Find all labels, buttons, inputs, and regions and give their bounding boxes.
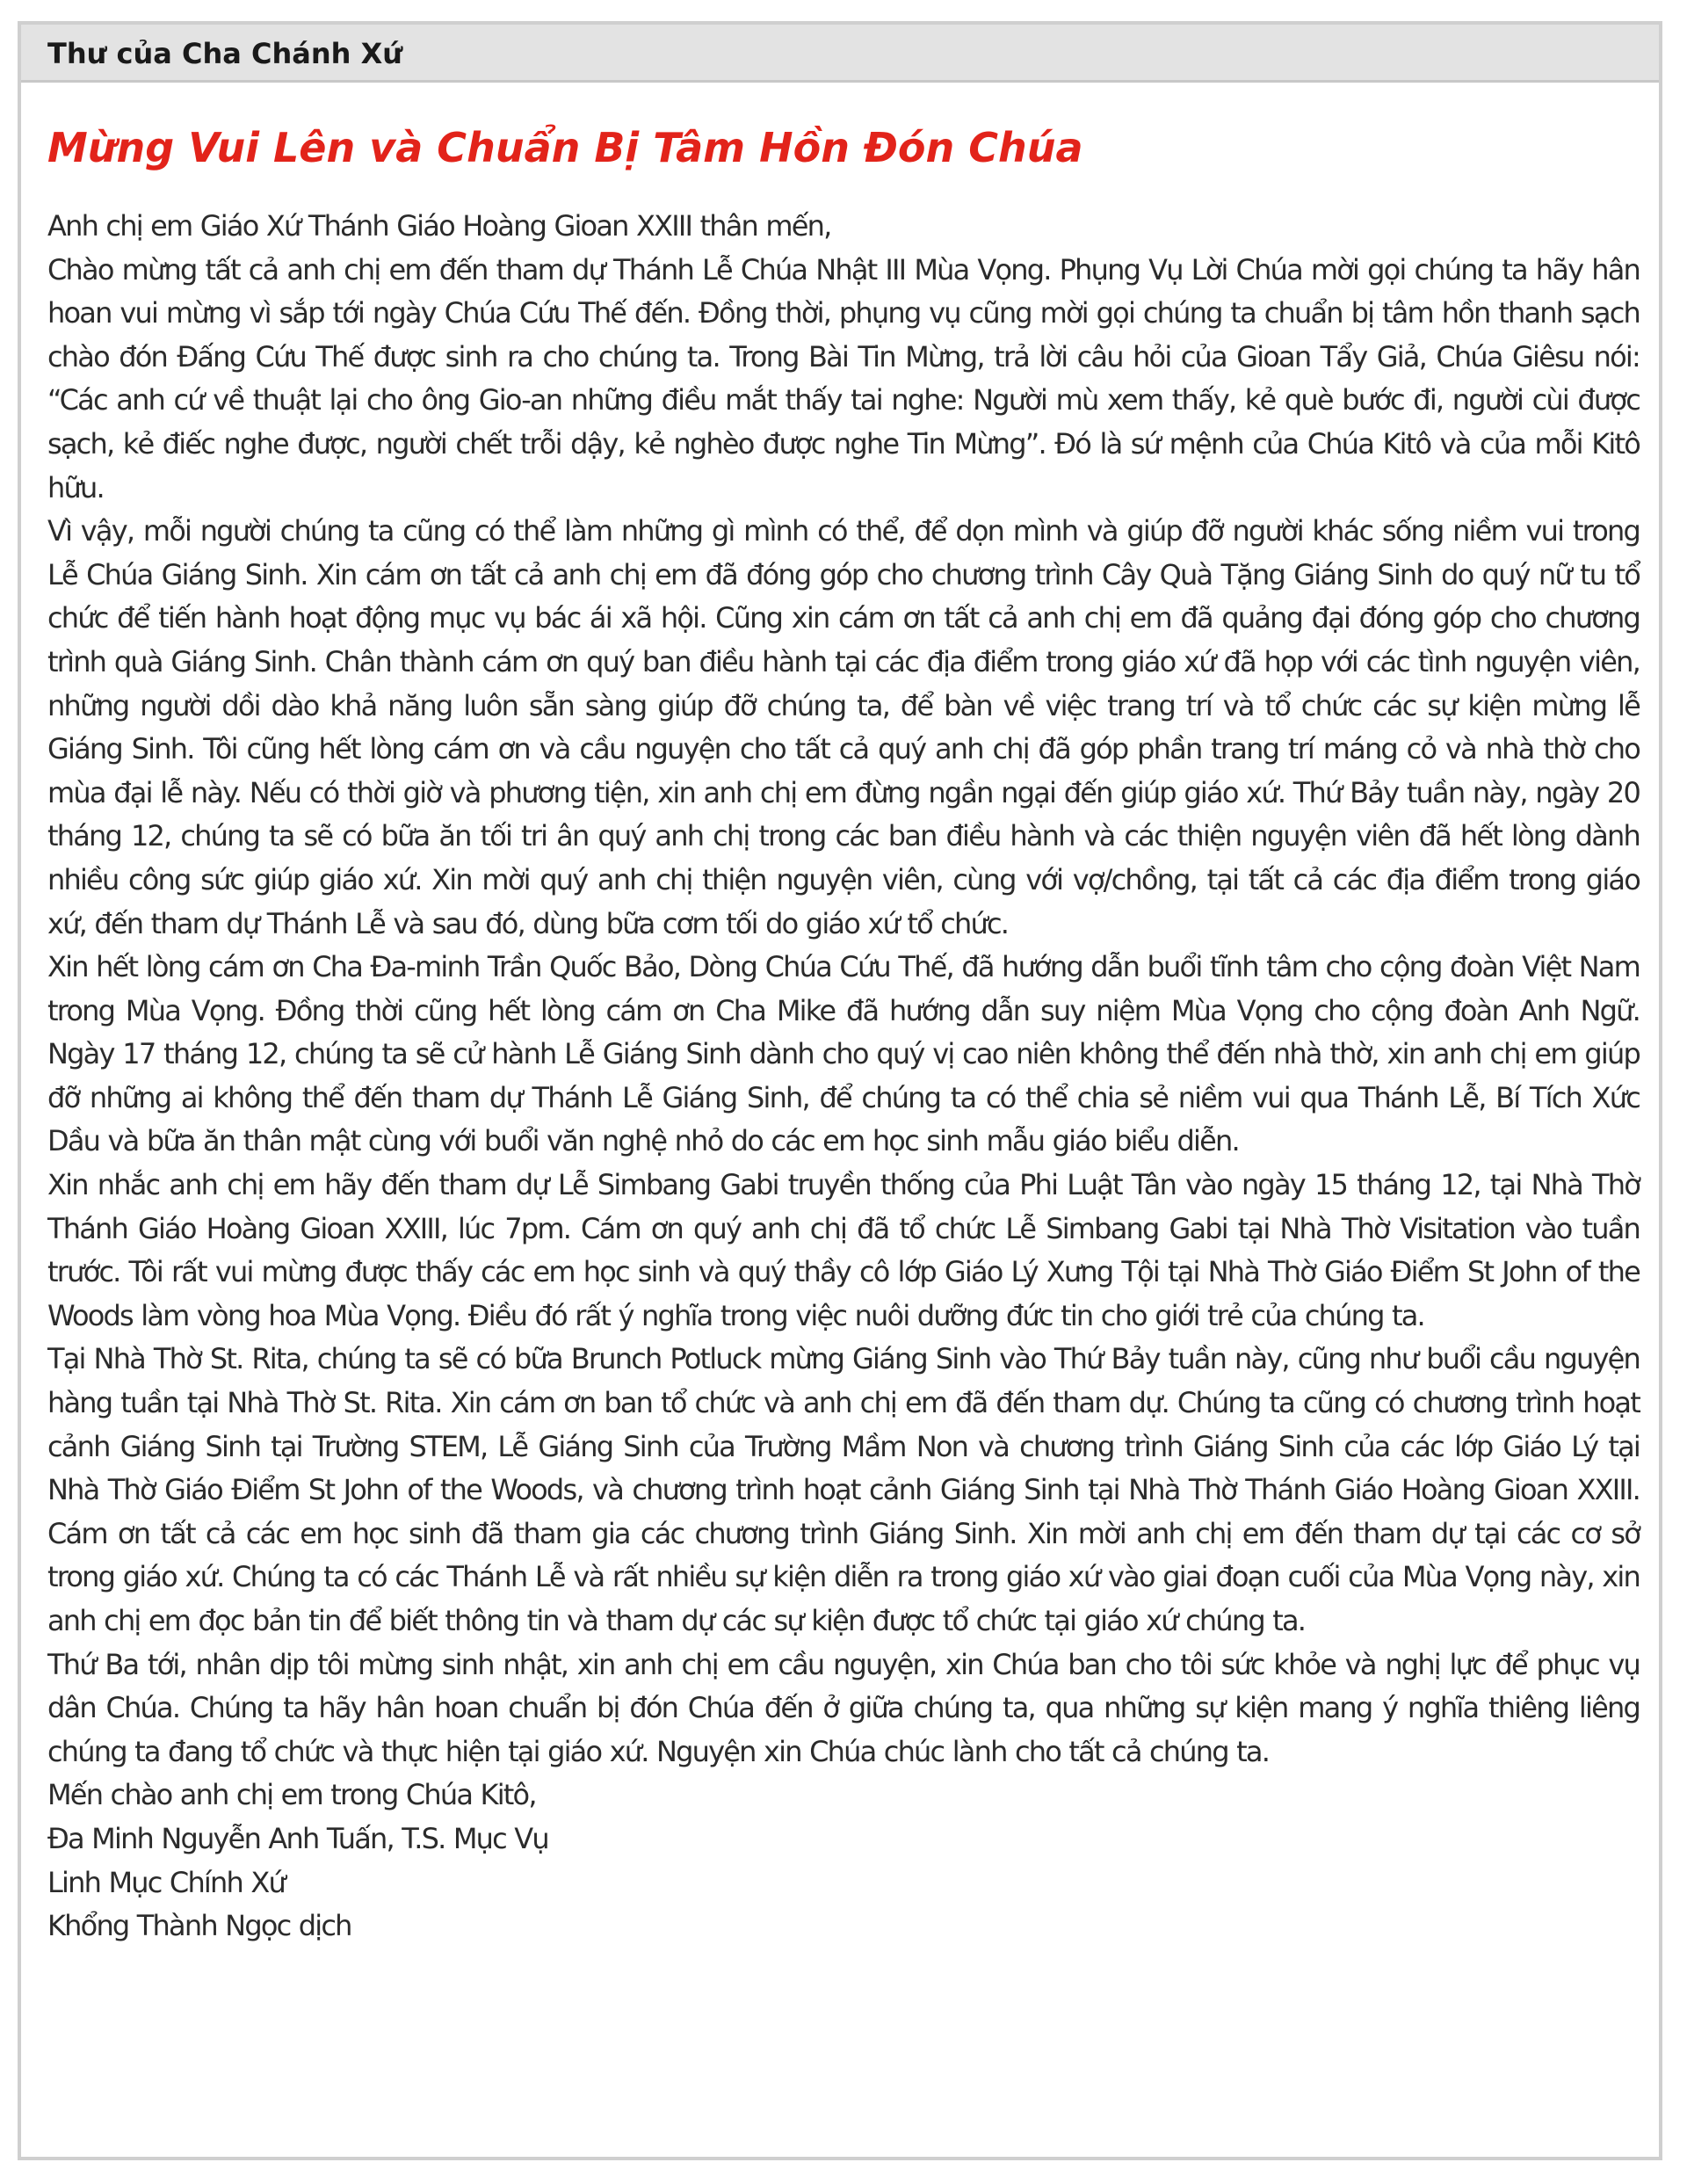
- paragraph-5: Tại Nhà Thờ St. Rita, chúng ta sẽ có bữa Brunch Potluck mừng Giáng Sinh vào Thứ Bảy tuần này, cũng như buổi cầu nguyện hàng tuần tại Nhà Thờ St. Rita. Xin cám ơn ban tổ chức và anh chị em đã đến tham dự. Chúng ta cũng có chương trình hoạt cảnh Giáng Sinh tại Trường STEM, Lễ Giáng Sinh của Trường Mầm Non và chương trình Giáng Sinh của các lớp Giáo Lý tại Nhà Thờ Giáo Điểm St John of the Woods, và chương trình hoạt cảnh Giáng Sinh tại Nhà Thờ Thánh Giáo Hoàng Gioan XXIII. Cám ơn tất cả các em học sinh đã tham gia các chương trình Giáng Sinh. Xin mời anh chị em đến tham dự tại các cơ sở trong giáo xứ. Chúng ta có các Thánh Lễ và rất nhiều sự kiện diễn ra trong giáo xứ vào giai đoạn cuối của Mùa Vọng này, xin anh chị em đọc bản tin để biết thông tin và tham dự các sự kiện được tổ chức tại giáo xứ chúng ta.: [47, 1342, 1640, 1637]
- section-title: Thư của Cha Chánh Xứ: [47, 37, 403, 70]
- paragraph-3: Xin hết lòng cám ơn Cha Đa-minh Trần Quốc Bảo, Dòng Chúa Cứu Thế, đã hướng dẫn buổi tĩnh tâm cho cộng đoàn Việt Nam trong Mùa Vọng. Đồng thời cũng hết lòng cám ơn Cha Mike đã hướng dẫn suy niệm Mùa Vọng cho cộng đoàn Anh Ngữ. Ngày 17 tháng 12, chúng ta sẽ cử hành Lễ Giáng Sinh dành cho quý vị cao niên không thể đến nhà thờ, xin anh chị em giúp đỡ những ai không thể đến tham dự Thánh Lễ Giáng Sinh, để chúng ta có thể chia sẻ niềm vui qua Thánh Lễ, Bí Tích Xức Dầu và bữa ăn thân mật cùng với buổi văn nghệ nhỏ do các em học sinh mẫu giáo biểu diễn.: [47, 950, 1640, 1158]
- paragraph-2: Vì vậy, mỗi người chúng ta cũng có thể làm những gì mình có thể, để dọn mình và giúp đỡ người khác sống niềm vui trong Lễ Chúa Giáng Sinh. Xin cám ơn tất cả anh chị em đã đóng góp cho chương trình Cây Quà Tặng Giáng Sinh do quý nữ tu tổ chức để tiến hành hoạt động mục vụ bác ái xã hội. Cũng xin cám ơn tất cả anh chị em đã quảng đại đóng góp cho chương trình quà Giáng Sinh. Chân thành cám ơn quý ban điều hành tại các địa điểm trong giáo xứ đã họp với các tình nguyện viên, những người dồi dào khả năng luôn sẵn sàng giúp đỡ chúng ta, để bàn về việc trang trí và tổ chức các sự kiện mừng lễ Giáng Sinh. Tôi cũng hết lòng cám ơn và cầu nguyện cho tất cả quý anh chị đã góp phần trang trí máng cỏ và nhà thờ cho mùa đại lễ này. Nếu có thời giờ và phương tiện, xin anh chị em đừng ngần ngại đến giúp giáo xứ. Thứ Bảy tuần này, ngày 20 tháng 12, chúng ta sẽ có bữa ăn tối tri ân quý anh chị trong các ban điều hành và các thiện nguyện viên đã hết lòng dành nhiều công sức giúp giáo xứ. Xin mời quý anh chị thiện nguyện viên, cùng với vợ/chồng, tại tất cả các địa điểm trong giáo xứ, đến tham dự Thánh Lễ và sau đó, dùng bữa cơm tối do giáo xứ tổ chức.: [47, 514, 1640, 940]
- paragraph-1: Chào mừng tất cả anh chị em đến tham dự Thánh Lễ Chúa Nhật III Mùa Vọng. Phụng Vụ Lời Chúa mời gọi chúng ta hãy hân hoan vui mừng vì sắp tới ngày Chúa Cứu Thế đến. Đồng thời, phụng vụ cũng mời gọi chúng ta chuẩn bị tâm hồn thanh sạch chào đón Đấng Cứu Thế được sinh ra cho chúng ta. Trong Bài Tin Mừng, trả lời câu hỏi của Gioan Tẩy Giả, Chúa Giêsu nói: “Các anh cứ về thuật lại cho ông Gio-an những điều mắt thấy tai nghe: Người mù xem thấy, kẻ què bước đi, người cùi được sạch, kẻ điếc nghe được, người chết trỗi dậy, kẻ nghèo được nghe Tin Mừng”. Đó là sứ mệnh của Chúa Kitô và của mỗi Kitô hữu.: [47, 252, 1640, 504]
- signature-role: Linh Mục Chính Xứ: [47, 1865, 285, 1899]
- paragraph-4: Xin nhắc anh chị em hãy đến tham dự Lễ Simbang Gabi truyền thống của Phi Luật Tân vào ngày 15 tháng 12, tại Nhà Thờ Thánh Giáo Hoàng Gioan XXIII, lúc 7pm. Cám ơn quý anh chị đã tổ chức Lễ Simbang Gabi tại Nhà Thờ Visitation vào tuần trước. Tôi rất vui mừng được thấy các em học sinh và quý thầy cô lớp Giáo Lý Xưng Tội tại Nhà Thờ Giáo Điểm St John of the Woods làm vòng hoa Mùa Vọng. Điều đó rất ý nghĩa trong việc nuôi dưỡng đức tin cho giới trẻ của chúng ta.: [47, 1168, 1640, 1332]
- translator-credit: Khổng Thành Ngọc dịch: [47, 1909, 351, 1943]
- letter-frame: [18, 21, 1662, 2160]
- greeting: Anh chị em Giáo Xứ Thánh Giáo Hoàng Gioan XXIII thân mến,: [47, 209, 831, 243]
- article-body: [47, 205, 1640, 1948]
- paragraph-6: Thứ Ba tới, nhân dịp tôi mừng sinh nhật, xin anh chị em cầu nguyện, xin Chúa ban cho tôi sức khỏe và nghị lực để phục vụ dân Chúa. Chúng ta hãy hân hoan chuẩn bị đón Chúa đến ở giữa chúng ta, qua những sự kiện mang ý nghĩa thiêng liêng chúng ta đang tổ chức và thực hiện tại giáo xứ. Nguyện xin Chúa chúc lành cho tất cả chúng ta.: [47, 1647, 1640, 1768]
- section-header: [21, 25, 1659, 83]
- signature-name: Đa Minh Nguyễn Anh Tuấn, T.S. Mục Vụ: [47, 1821, 548, 1855]
- article-title: Mừng Vui Lên và Chuẩn Bị Tâm Hồn Đón Chúa: [47, 124, 1083, 171]
- closing: Mến chào anh chị em trong Chúa Kitô,: [47, 1778, 536, 1812]
